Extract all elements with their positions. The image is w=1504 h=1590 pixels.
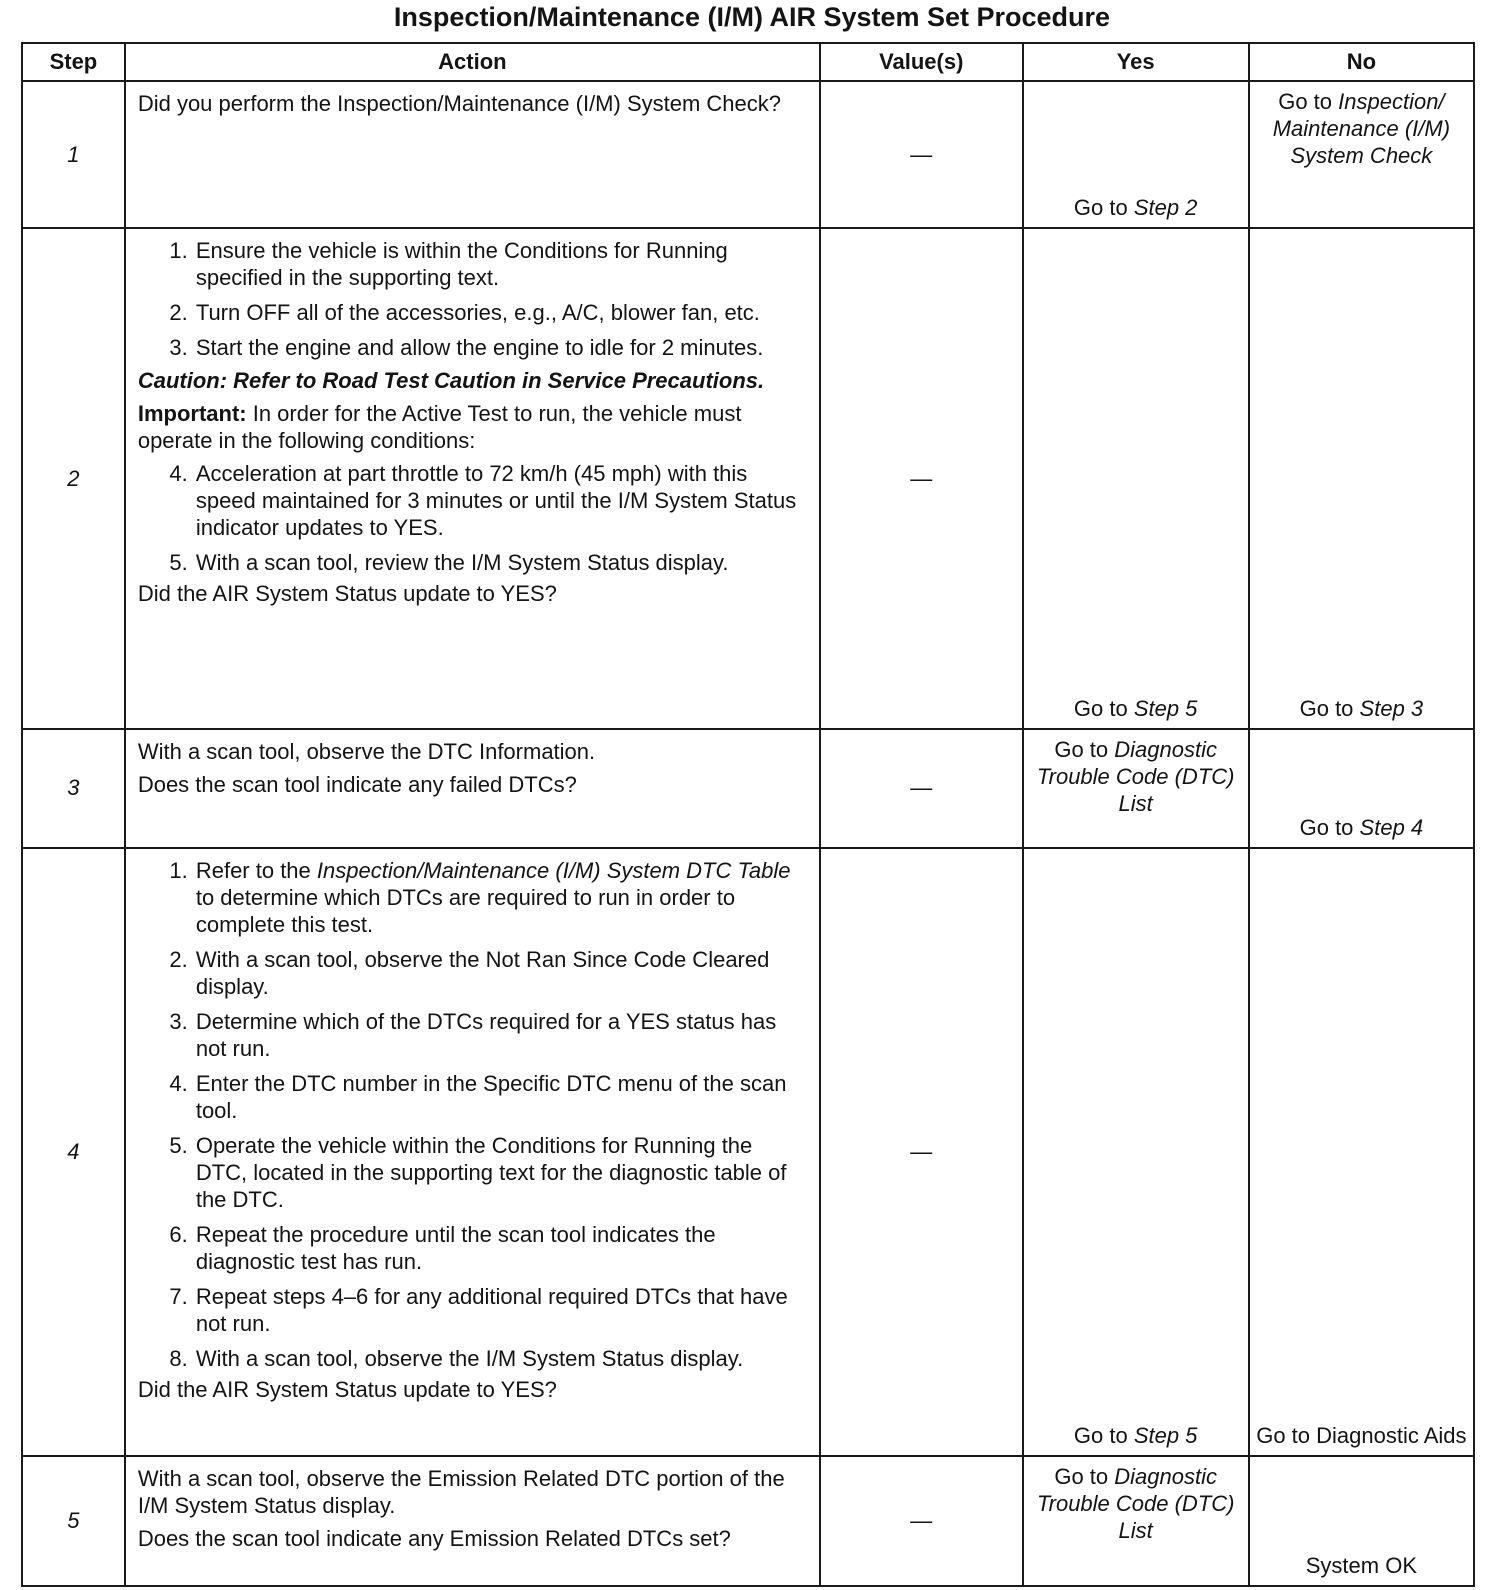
list-item bbox=[194, 857, 809, 938]
no-prefix: Go to bbox=[1299, 695, 1354, 721]
yes-prefix: Go to bbox=[1054, 1463, 1109, 1489]
no-link[interactable]: Step 3 bbox=[1359, 695, 1424, 721]
list-item: 6. Repeat the procedure until the scan tool indicates the diagnostic test has run. bbox=[194, 1221, 809, 1275]
important-text: In order for the Active Test to run, the vehicle must operate in the following conditions: bbox=[137, 401, 742, 454]
yes-cell bbox=[1023, 81, 1249, 228]
yes-cell bbox=[1023, 1456, 1249, 1586]
question-text: Did you perform the Inspection/Maintenance (I/M) System Check? bbox=[137, 91, 781, 116]
header-values: Value(s) bbox=[820, 43, 1023, 81]
no-prefix: Go to bbox=[1278, 89, 1333, 114]
no-result: System OK bbox=[1305, 1553, 1417, 1578]
no-prefix: Go to bbox=[1299, 815, 1354, 840]
table-row-step-1 bbox=[22, 81, 1474, 228]
question-text: Does the scan tool indicate any failed DTCs? bbox=[137, 771, 577, 797]
item-text: to determine which DTCs are required to run in order to complete this test. bbox=[195, 885, 736, 937]
value-cell: — bbox=[820, 1456, 1023, 1586]
yes-prefix: Go to bbox=[1073, 1422, 1128, 1448]
yes-cell bbox=[1023, 729, 1249, 848]
table-reference-link[interactable]: Inspection/Maintenance (I/M) System DTC Table bbox=[316, 858, 791, 883]
header-row bbox=[22, 43, 1474, 81]
no-link[interactable]: Go to Diagnostic Aids bbox=[1256, 1422, 1467, 1448]
important-label: Important: bbox=[137, 401, 247, 427]
action-cell bbox=[125, 729, 820, 848]
header-no: No bbox=[1249, 43, 1474, 81]
yes-link[interactable]: Diagnostic Trouble Code (DTC) List bbox=[1036, 736, 1235, 816]
list-item: 3. Determine which of the DTCs required for a YES status has not run. bbox=[194, 1008, 809, 1062]
yes-prefix: Go to bbox=[1073, 195, 1128, 221]
value-cell: — bbox=[820, 729, 1023, 848]
list-item: 8. With a scan tool, observe the I/M System Status display. bbox=[194, 1345, 809, 1372]
page-title: Inspection/Maintenance (I/M) AIR System Set Procedure bbox=[393, 2, 1111, 32]
question-text: Does the scan tool indicate any Emission Related DTCs set? bbox=[137, 1525, 731, 1551]
step-number: 1 bbox=[22, 81, 125, 228]
list-item: 4. Acceleration at part throttle to 72 km/h (45 mph) with this speed maintained for 3 minutes or until the I/M System Status indicator updates to YES. bbox=[194, 460, 809, 541]
yes-cell bbox=[1023, 228, 1249, 729]
yes-link[interactable]: Step 5 bbox=[1133, 1422, 1198, 1448]
action-cell bbox=[125, 81, 820, 228]
question-text: Did the AIR System Status update to YES? bbox=[137, 581, 557, 607]
no-cell bbox=[1249, 729, 1474, 848]
action-cell bbox=[125, 228, 820, 729]
table-row-step-5 bbox=[22, 1456, 1474, 1586]
step-number: 4 bbox=[22, 848, 125, 1456]
action-list bbox=[138, 857, 809, 1372]
header-step: Step bbox=[22, 43, 125, 81]
yes-link[interactable]: Diagnostic Trouble Code (DTC) List bbox=[1036, 1463, 1235, 1543]
list-item: 2. With a scan tool, observe the Not Ran Since Code Cleared display. bbox=[194, 946, 809, 1000]
header-yes: Yes bbox=[1023, 43, 1249, 81]
yes-prefix: Go to bbox=[1054, 736, 1109, 762]
no-cell bbox=[1249, 228, 1474, 729]
action-cell bbox=[125, 848, 820, 1456]
value-cell: — bbox=[820, 81, 1023, 228]
no-cell bbox=[1249, 848, 1474, 1456]
important-note bbox=[138, 400, 809, 454]
action-cell bbox=[125, 1456, 820, 1586]
yes-prefix: Go to bbox=[1073, 695, 1128, 721]
no-cell bbox=[1249, 81, 1474, 228]
procedure-table bbox=[21, 42, 1475, 1587]
no-cell bbox=[1249, 1456, 1474, 1586]
yes-link[interactable]: Step 2 bbox=[1133, 195, 1198, 221]
no-link[interactable]: Inspection/ Maintenance (I/M) System Check bbox=[1272, 89, 1451, 168]
step-number: 2 bbox=[22, 228, 125, 729]
yes-cell bbox=[1023, 848, 1249, 1456]
list-item: 1. Ensure the vehicle is within the Conditions for Running specified in the supporting text. bbox=[194, 237, 809, 291]
value-cell: — bbox=[820, 848, 1023, 1456]
instruction-text: With a scan tool, observe the DTC Information. bbox=[137, 738, 596, 764]
step-number: 5 bbox=[22, 1456, 125, 1586]
instruction-text: With a scan tool, observe the Emission Related DTC portion of the I/M System Status display. bbox=[137, 1465, 785, 1518]
list-item: 5. With a scan tool, review the I/M System Status display. bbox=[194, 549, 809, 576]
value-cell: — bbox=[820, 228, 1023, 729]
action-list bbox=[138, 237, 809, 361]
question-text: Did the AIR System Status update to YES? bbox=[137, 1377, 557, 1402]
item-text: Refer to the bbox=[195, 858, 311, 883]
list-item: 2. Turn OFF all of the accessories, e.g., A/C, blower fan, etc. bbox=[194, 299, 809, 326]
table-row-step-4 bbox=[22, 848, 1474, 1456]
caution-note: Caution: Refer to Road Test Caution in Service Precautions. bbox=[137, 368, 765, 394]
list-item: 3. Start the engine and allow the engine to idle for 2 minutes. bbox=[194, 334, 809, 361]
action-list bbox=[138, 460, 809, 576]
header-action: Action bbox=[125, 43, 820, 81]
table-row-step-2 bbox=[22, 228, 1474, 729]
list-item: 4. Enter the DTC number in the Specific DTC menu of the scan tool. bbox=[194, 1070, 809, 1124]
yes-link[interactable]: Step 5 bbox=[1133, 695, 1198, 721]
table-row-step-3 bbox=[22, 729, 1474, 848]
list-item: 7. Repeat steps 4–6 for any additional required DTCs that have not run. bbox=[194, 1283, 809, 1337]
list-item: 5. Operate the vehicle within the Conditions for Running the DTC, located in the supporting text for the diagnostic table of the DTC. bbox=[194, 1132, 809, 1213]
no-link[interactable]: Step 4 bbox=[1359, 815, 1424, 840]
step-number: 3 bbox=[22, 729, 125, 848]
